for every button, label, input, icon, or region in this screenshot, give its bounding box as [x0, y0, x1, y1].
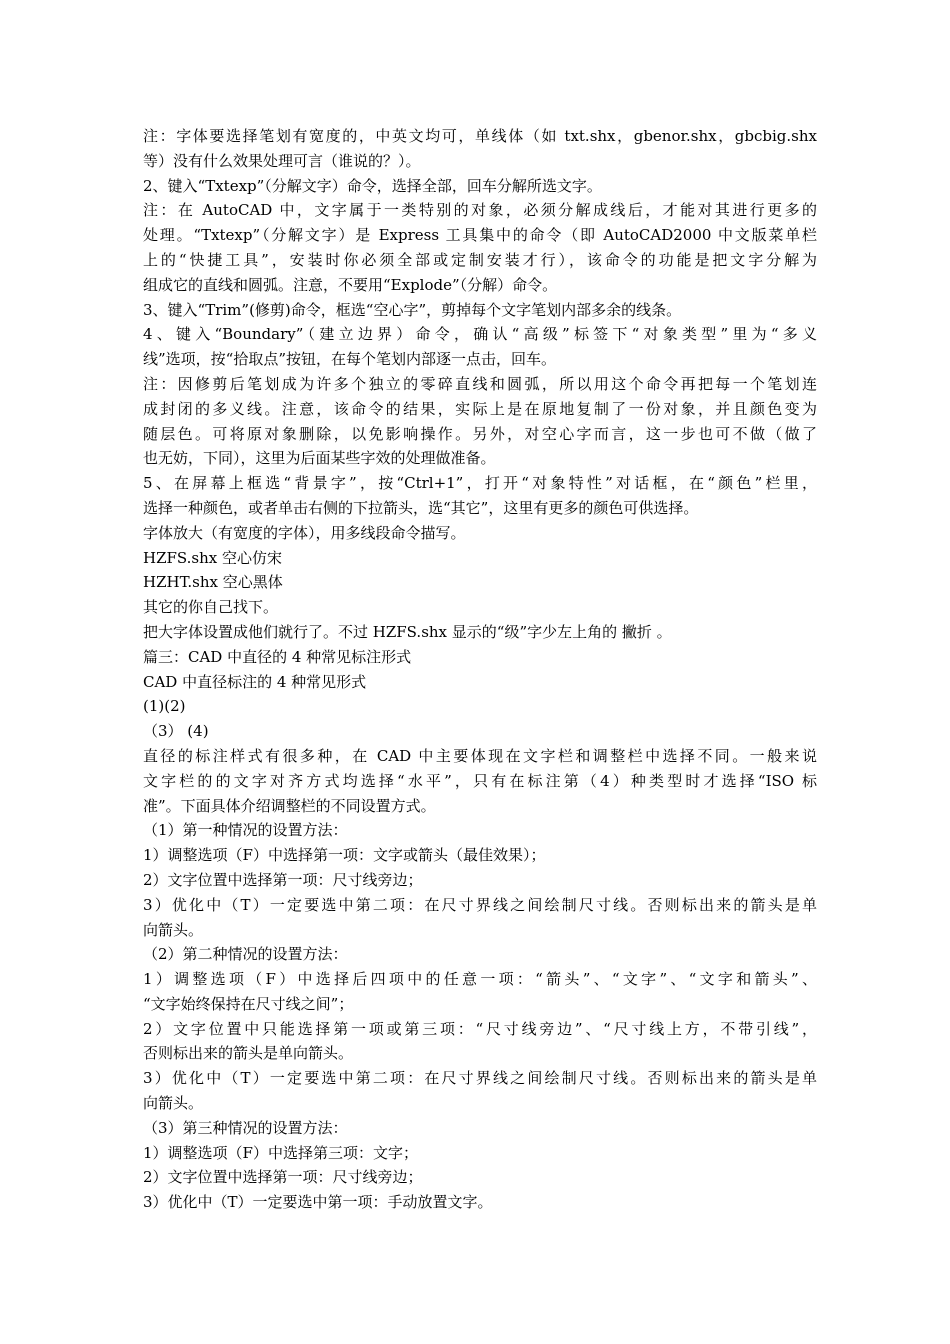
- text-line: （3）第三种情况的设置方法：: [143, 1118, 348, 1137]
- text-line: 处理。“Txtexp”（分解文字）是 Express 工具集中的命令（即 AutoCAD2000 中文版菜单栏: [143, 226, 817, 245]
- text-line: 2）文字位置中选择第一项：尺寸线旁边；: [143, 870, 423, 889]
- text-line: 成封闭的多义线。注意，该命令的结果，实际上是在原地复制了一份对象，并且颜色变为: [143, 399, 817, 418]
- text-line: 3、键入“Trim”(修剪)命令，框选“空心字”，剪掉每个文字笔划内部多余的线条。: [143, 300, 682, 319]
- text-line: 直径的标注样式有很多种，在 CAD 中主要体现在文字栏和调整栏中选择不同。一般来说: [143, 746, 817, 765]
- text-line: 注：因修剪后笔划成为许多个独立的零碎直线和圆弧，所以用这个命令再把每一个笔划连: [143, 374, 817, 393]
- text-line: 3）优化中（T）一定要选中第二项：在尺寸界线之间绘制尺寸线。否则标出来的箭头是单: [143, 1069, 817, 1088]
- text-line: 注：在 AutoCAD 中，文字属于一类特别的对象，必须分解成线后，才能对其进行更多的: [143, 201, 817, 220]
- text-line: 向箭头。: [143, 1094, 204, 1113]
- section-subheading: CAD 中直径标注的 4 种常见形式: [143, 672, 367, 691]
- text-line: 2）文字位置中选择第一项：尺寸线旁边；: [143, 1168, 423, 1187]
- text-line: 也无妨，下同），这里为后面某些字效的处理做准备。: [143, 449, 496, 468]
- text-line: 2）文字位置中只能选择第一项或第三项：“尺寸线旁边”、“尺寸线上方，不带引线”，: [143, 1019, 817, 1038]
- text-line: （2）第二种情况的设置方法：: [143, 945, 348, 964]
- text-line: 向箭头。: [143, 920, 204, 939]
- text-line: 随层色。可将原对象删除，以免影响操作。另外，对空心字而言，这一步也可不做（做了: [143, 424, 817, 443]
- text-line: 上的“快捷工具”，安装时你必须全部或定制安装才行），该命令的功能是把文字分解为: [143, 250, 817, 269]
- text-line: 线”选项，按“拾取点”按钮，在每个笔划内部逐一点击，回车。: [143, 350, 557, 369]
- text-line: 1）调整选项（F）中选择第三项：文字；: [143, 1143, 418, 1162]
- text-line: 准”。下面具体介绍调整栏的不同设置方式。: [143, 796, 436, 815]
- text-line: 4、键入“Boundary”（建立边界）命令，确认“高级”标签下“对象类型”里为“多义: [143, 325, 817, 344]
- text-line: 注：字体要选择笔划有宽度的，中英文均可，单线体（如 txt.shx，gbenor.shx，gbcbig.shx: [143, 127, 817, 145]
- text-line: HZHT.shx 空心黑体: [143, 573, 283, 592]
- figure-label: （3） (4): [143, 722, 209, 741]
- figure-label: (1)(2): [143, 697, 186, 716]
- text-line: 选择一种颜色，或者单击右侧的下拉箭头，选“其它”，这里有更多的颜色可供选择。: [143, 498, 699, 517]
- text-line: 否则标出来的箭头是单向箭头。: [143, 1044, 354, 1063]
- text-line: （1）第一种情况的设置方法：: [143, 821, 348, 840]
- text-line: 1）调整选项（F）中选择第一项：文字或箭头（最佳效果）；: [143, 846, 546, 865]
- document-body: [143, 124, 817, 1215]
- text-line: 3）优化中（T）一定要选中第二项：在尺寸界线之间绘制尺寸线。否则标出来的箭头是单: [143, 895, 817, 914]
- text-line: 3）优化中（T）一定要选中第一项：手动放置文字。: [143, 1193, 493, 1212]
- text-line: 5、在屏幕上框选“背景字”，按“Ctrl+1”，打开“对象特性”对话框，在“颜色”栏里，: [143, 474, 817, 493]
- text-line: “文字始终保持在尺寸线之间”；: [143, 994, 354, 1013]
- text-line: 等）没有什么效果处理可言（谁说的？）。: [143, 151, 421, 170]
- text-line: 文字栏的的文字对齐方式均选择“水平”，只有在标注第（4）种类型时才选择“ISO 标: [143, 771, 817, 790]
- text-line: 把大字体设置成他们就行了。不过 HZFS.shx 显示的“级”字少左上角的 撇折 。: [143, 622, 672, 641]
- text-line: 1）调整选项（F）中选择后四项中的任意一项：“箭头”、“文字”、“文字和箭头”、: [143, 970, 817, 989]
- text-line: 组成它的直线和圆弧。注意，不要用“Explode”（分解）命令。: [143, 275, 558, 294]
- text-line: 其它的你自己找下。: [143, 598, 279, 617]
- section-heading: 篇三：CAD 中直径的 4 种常见标注形式: [143, 647, 412, 666]
- text-line: HZFS.shx 空心仿宋: [143, 548, 283, 567]
- text-line: 2、键入“Txtexp”（分解文字）命令，选择全部，回车分解所选文字。: [143, 176, 602, 195]
- text-line: 字体放大（有宽度的字体），用多线段命令描写。: [143, 523, 466, 542]
